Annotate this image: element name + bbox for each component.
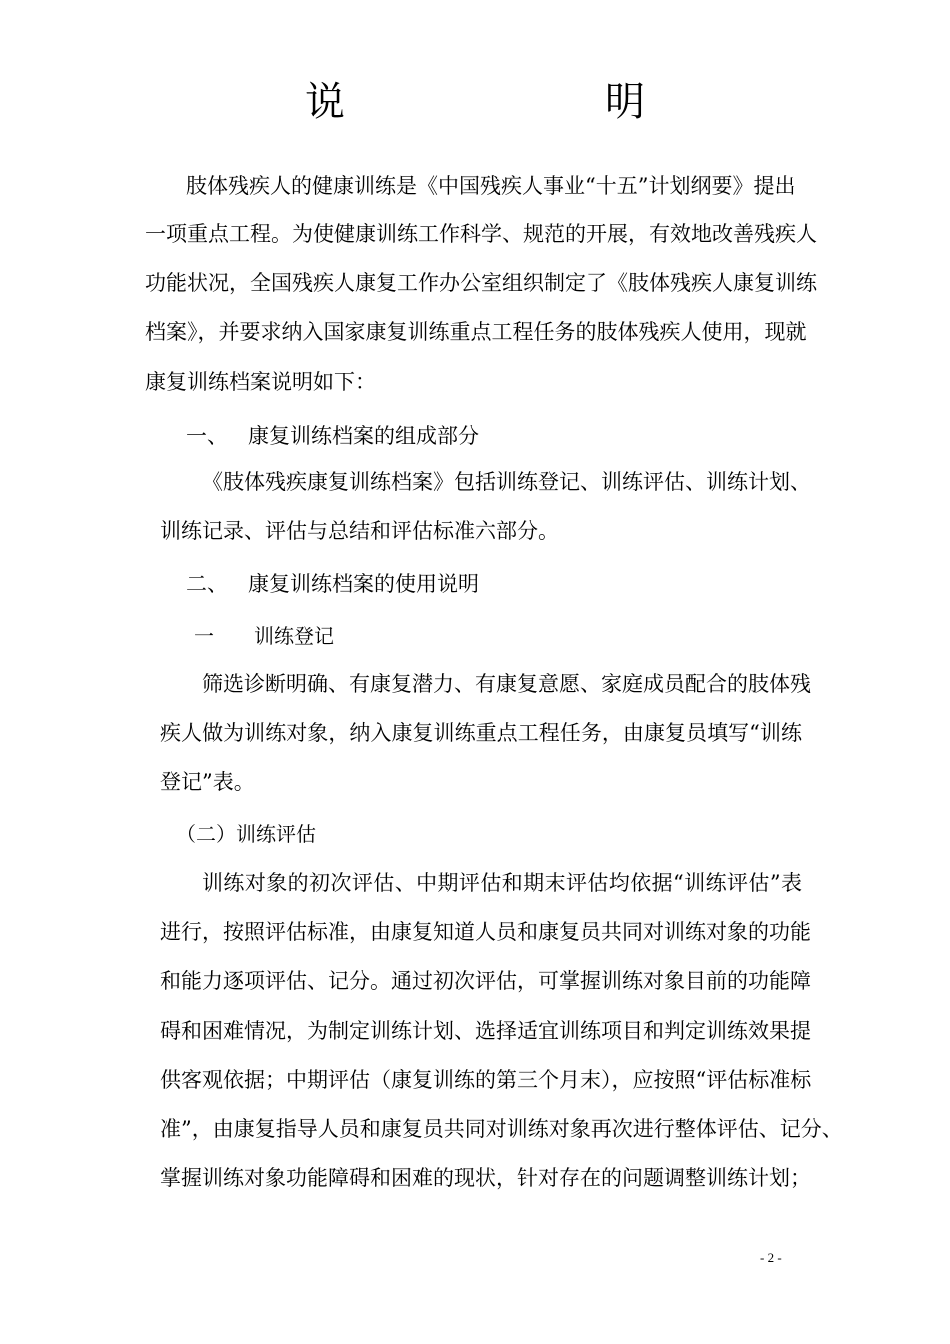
sub2-line: 和能力逐项评估、记分。通过初次评估，可掌握训练对象目前的功能障 <box>160 969 811 993</box>
sub1-line: 登记”表。 <box>160 770 255 794</box>
intro-line: 档案》，并要求纳入国家康复训练重点工程任务的肢体残疾人使用，现就 <box>145 320 807 344</box>
sub2-line: 进行，按照评估标准，由康复知道人员和康复员共同对训练对象的功能 <box>160 920 811 944</box>
intro-line: 康复训练档案说明如下： <box>145 370 376 394</box>
subsection-heading: （二）训练评估 <box>176 822 316 846</box>
subsection-number: 一 <box>194 624 214 648</box>
section1-line: 《肢体残疾康复训练档案》包括训练登记、训练评估、训练计划、 <box>202 470 811 494</box>
sub2-line: 掌握训练对象功能障碍和困难的现状，针对存在的问题调整训练计划； <box>160 1166 811 1190</box>
sub2-line: 准”，由康复指导人员和康复员共同对训练对象再次进行整体评估、记分、 <box>160 1117 843 1141</box>
section-number: 一、 <box>186 424 228 448</box>
page-title: 说 明 <box>305 79 755 125</box>
subsection-heading <box>194 620 334 649</box>
intro-line: 肢体残疾人的健康训练是《中国残疾人事业“十五”计划纲要》提出 <box>186 174 796 198</box>
section-heading <box>186 420 479 450</box>
section-title: 康复训练档案的组成部分 <box>248 424 479 448</box>
section-title: 康复训练档案的使用说明 <box>248 572 479 596</box>
sub1-line: 疾人做为训练对象，纳入康复训练重点工程任务，由康复员填写“训练 <box>160 721 802 745</box>
intro-line: 一项重点工程。为使健康训练工作科学、规范的开展，有效地改善残疾人 <box>145 222 817 246</box>
subsection-title: 训练登记 <box>254 624 334 648</box>
section1-line: 训练记录、评估与总结和评估标准六部分。 <box>160 519 559 543</box>
sub2-line: 训练对象的初次评估、中期评估和期末评估均依据“训练评估”表 <box>202 871 802 895</box>
section-heading <box>186 568 479 598</box>
sub2-line: 供客观依据；中期评估（康复训练的第三个月末），应按照“评估标准标 <box>160 1068 812 1092</box>
sub2-line: 碍和困难情况，为制定训练计划、选择适宜训练项目和判定训练效果提 <box>160 1019 811 1043</box>
page-number: - 2 - <box>760 1250 782 1265</box>
intro-line: 功能状况，全国残疾人康复工作办公室组织制定了《肢体残疾人康复训练 <box>145 271 817 295</box>
section-number: 二、 <box>186 572 228 596</box>
sub1-line: 筛选诊断明确、有康复潜力、有康复意愿、家庭成员配合的肢体残 <box>202 672 811 696</box>
